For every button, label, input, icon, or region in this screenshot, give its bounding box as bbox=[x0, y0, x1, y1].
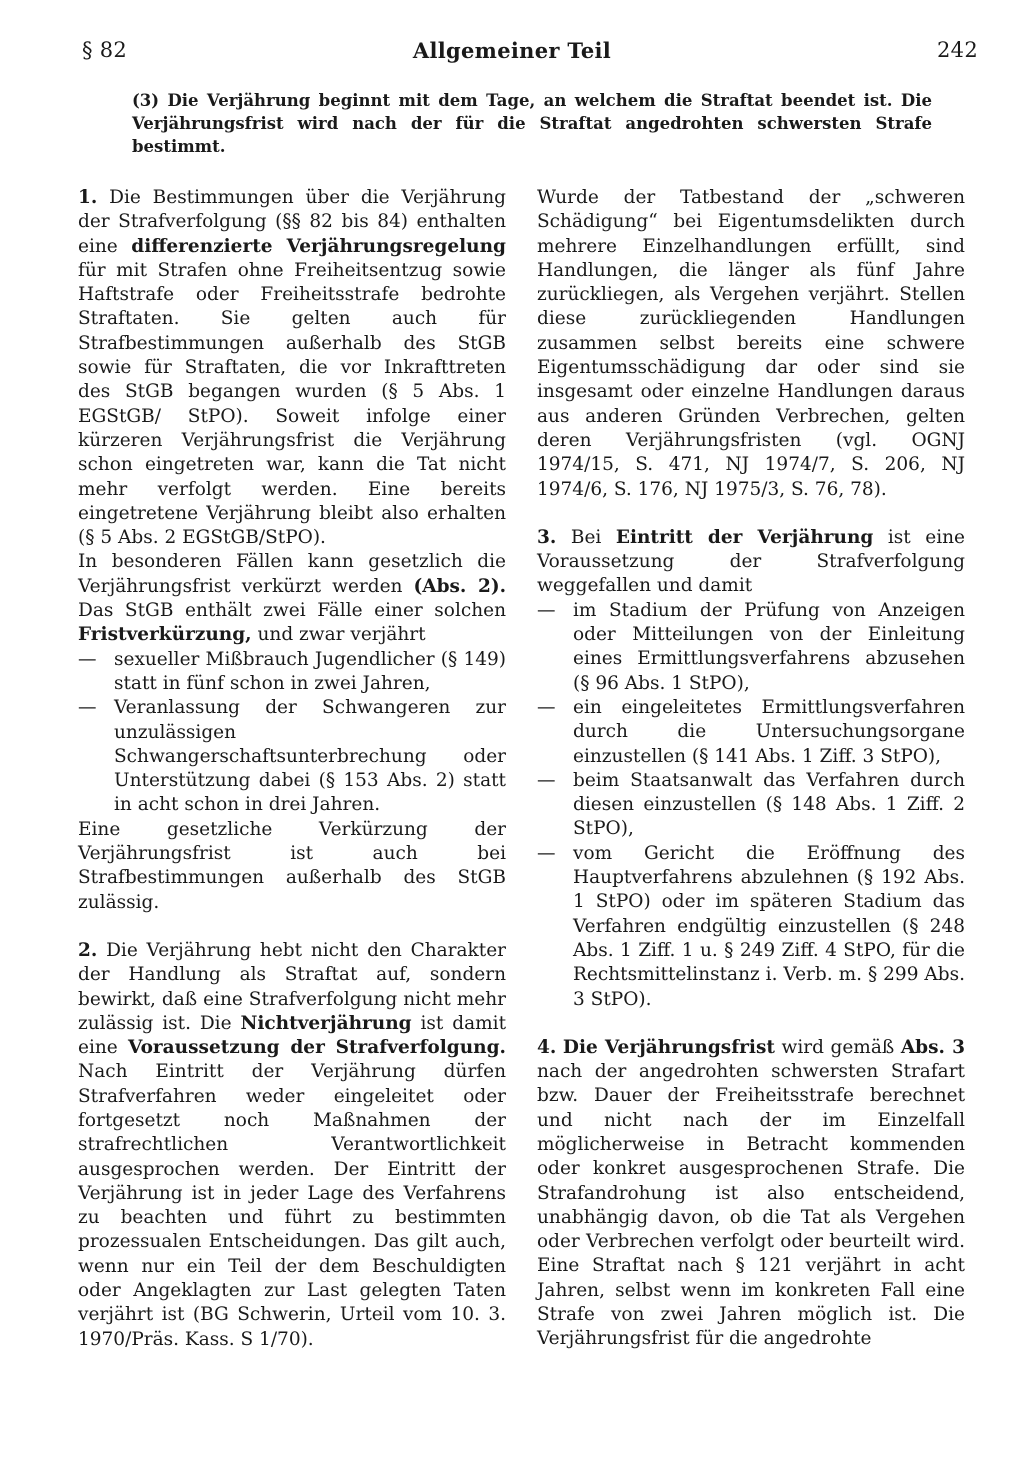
commentary-paragraph-3: 3. Bei Eintritt der Verjährung ist eine Voraussetzung der Strafverfolgung weggefallen und damit bbox=[537, 526, 965, 597]
bold-term: (Abs. 2). bbox=[413, 575, 507, 597]
dash-marker: — bbox=[537, 696, 556, 718]
dash-list bbox=[537, 599, 965, 1012]
commentary-paragraph-1b: In besonderen Fällen kann gesetzlich die Verjährungsfrist verkürzt werden (Abs. 2). Das StGB enthält zwei Fälle einer solchen Fristverkürzung, und zwar verjährt bbox=[78, 551, 507, 646]
bold-term: differenzierte Verjährungsregelung bbox=[131, 235, 506, 257]
page-number: 242 bbox=[937, 38, 978, 62]
paragraph-number: 2. bbox=[78, 939, 98, 961]
list-item: — sexueller Mißbrauch Jugendlicher (§ 149) statt in fünf schon in zwei Jahren, bbox=[78, 648, 506, 694]
list-item: — im Stadium der Prüfung von Anzeigen oder Mitteilungen von der Einleitung eines Ermittlungsverfahrens abzusehen (§ 96 Abs. 1 StPO), bbox=[537, 599, 965, 694]
dash-marker: — bbox=[78, 697, 97, 719]
bold-term: Nichtverjährung bbox=[240, 1012, 412, 1034]
right-column bbox=[537, 186, 965, 1352]
bold-term: Voraussetzung der Strafverfolgung. bbox=[127, 1037, 506, 1059]
bold-term: Die Verjährungsfrist bbox=[562, 1036, 775, 1058]
dash-marker: — bbox=[537, 842, 556, 864]
dash-marker: — bbox=[78, 648, 97, 670]
paragraph-number: 1. bbox=[78, 187, 98, 208]
paragraph-number: 4. bbox=[537, 1036, 557, 1058]
list-item: — vom Gericht die Eröffnung des Hauptverfahrens abzulehnen (§ 192 Abs. 1 StPO) oder im späteren Stadium das Verfahren endgültig einzustellen (§ 248 Abs. 1 Ziff. 1 u. § 249 Ziff. 4 StPO, für die Rechtsmittelinstanz i. Verb. m. § 299 Abs. 3 StPO). bbox=[537, 842, 965, 1010]
commentary-paragraph-continued: Wurde der Tatbestand der „schweren Schädigung“ bei Eigentumsdelikten durch mehrere Einzelhandlungen erfüllt, sind Handlungen, die länger als fünf Jahre zurückliegen, als Vergehen verjährt. Stellen diese zurückliegenden Handlungen zusammen selbst bereits eine schwere Eigentumsschädigung dar oder sind sie insgesamt oder einzelne Handlungen daraus aus anderen Gründen Verbrechen, gelten deren Verjährungsfristen (vgl. OGNJ 1974/15, S. 471, NJ 1974/7, S. 206, NJ 1974/6, S. 176, NJ 1975/3, S. 76, 78). bbox=[537, 187, 965, 500]
commentary-paragraph-2: 2. Die Verjährung hebt nicht den Charakter der Handlung als Straftat auf, sondern bewirkt, daß eine Strafverfolgung nicht mehr zulässig ist. Die Nichtverjährung ist damit eine Voraussetzung der Strafverfolgung. Nach Eintritt der Verjährung dürfen Strafverfahren weder eingeleitet oder fortgesetzt noch Maßnahmen der strafrechtlichen Verantwortlichkeit ausgesprochen werden. Der Eintritt der Verjährung ist in jeder Lage des Verfahrens zu beachten und führt zu bestimmten prozessualen Entscheidungen. Das gilt auch, wenn nur ein Teil der dem Beschuldigten oder Angeklagten zur Last gelegten Taten verjährt ist (BG Schwerin, Urteil vom 10. 3. 1970/Präs. Kass. S 1/70). bbox=[78, 939, 507, 1350]
page-title: Allgemeiner Teil bbox=[412, 38, 612, 63]
list-item: — Veranlassung der Schwangeren zur unzulässigen Schwangerschaftsunterbrechung oder Unterstützung dabei (§ 153 Abs. 2) statt in acht schon in drei Jahren. bbox=[78, 697, 506, 816]
bold-term: Fristverkürzung, bbox=[78, 624, 252, 646]
law-text: (3) Die Verjährung beginnt mit dem Tage, an welchem die Straftat beendet ist. Die Verjährungsfrist wird nach der für die Straftat angedrohten schwersten Strafe bestimmt. bbox=[132, 91, 932, 156]
dash-marker: — bbox=[537, 769, 556, 791]
dash-marker: — bbox=[537, 599, 556, 621]
section-marker: § 82 bbox=[82, 38, 128, 62]
dash-list bbox=[78, 648, 506, 818]
commentary-paragraph-4: 4. Die Verjährungsfrist wird gemäß Abs. 3 nach der angedrohten schwersten Strafart bzw. Dauer der Freiheitsstrafe berechnet und nicht nach der im Einzelfall möglicherweise in Betracht kommenden oder konkret ausgesprochenen Strafe. Die Strafandrohung ist also entscheidend, unabhängig davon, ob die Tat als Vergehen oder Verbrechen verfolgt oder beurteilt wird. Eine Straftat nach § 121 verjährt in acht Jahren, selbst wenn im konkreten Fall eine Strafe von zwei Jahren möglich ist. Die Verjährungsfrist für die angedrohte bbox=[537, 1036, 965, 1350]
list-item: — ein eingeleitetes Ermittlungsverfahren durch die Untersuchungsorgane einzustellen (§ 141 Abs. 1 Ziff. 3 StPO), bbox=[537, 696, 965, 767]
list-item: — beim Staatsanwalt das Verfahren durch diesen einzustellen (§ 148 Abs. 1 Ziff. 2 StPO), bbox=[537, 769, 965, 840]
bold-term: Abs. 3 bbox=[900, 1036, 965, 1058]
bold-term: Eintritt der Verjährung bbox=[615, 526, 874, 548]
commentary-paragraph-1c: Eine gesetzliche Verkürzung der Verjährungsfrist ist auch bei Strafbestimmungen außerhalb des StGB zulässig. bbox=[78, 818, 506, 913]
paragraph-number: 3. bbox=[537, 526, 557, 548]
commentary-paragraph-1: 1. Die Bestimmungen über die Verjährung der Strafverfolgung (§§ 82 bis 84) enthalten eine differenzierte Verjährungsregelung für mit Strafen ohne Freiheitsentzug sowie Haftstrafe oder Freiheitsstrafe bedrohte Straftaten. Sie gelten auch für Strafbestimmungen außerhalb des StGB sowie für Straftaten, die vor Inkrafttreten des StGB begangen wurden (§ 5 Abs. 1 EGStGB/ StPO). Soweit infolge einer kürzeren Verjährungsfrist die Verjährung schon eingetreten war, kann die Tat nicht mehr verfolgt werden. Eine bereits eingetretene Verjährung bleibt also erhalten (§ 5 Abs. 2 EGStGB/StPO). bbox=[78, 187, 506, 549]
left-column bbox=[78, 186, 506, 1352]
